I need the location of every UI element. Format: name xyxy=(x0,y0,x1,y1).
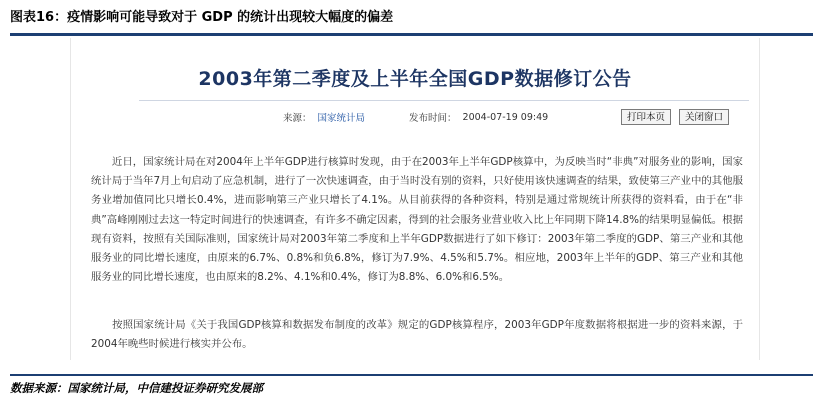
figure-source: 数据来源：国家统计局，中信建投证券研究发展部 xyxy=(10,381,263,395)
figure-title: 图表16：疫情影响可能导致对于 GDP 的统计出现较大幅度的偏差 xyxy=(10,10,394,25)
print-button[interactable]: 打印本页 xyxy=(621,109,671,125)
notice-meta xyxy=(283,110,548,124)
source-label: 来源： xyxy=(283,113,312,124)
notice-paragraph-1: 近日，国家统计局在对2004年上半年GDP进行核算时发现，由于在2003年上半年GDP核算中，为反映当时“非典”对服务业的影响，国家统计局于当年7月上旬启动了应急机制，进行了一次快速调查，由于当时没有别的资料，只好使用该快速调查的结果，致使第三产业中的其他服务业增加值同比只增长0.4%，进而影响第三产业只增长了4.1%。从目前获得的各种资料，特别是通过常规统计所获得的资料看，由于在“非典”高峰刚刚过去这一特定时间进行的快速调查，有许多不确定因素，得到的社会服务业营业收入比上年同期下降14.8%的结果明显偏低。根据现有资料，按照有关国际准则，国家统计局对2003年第二季度和上半年GDP数据进行了如下修订：2003年第二季度的GDP、第三产业和其他服务业的同比增长速度，由原来的6.7%、0.8%和负6.8%，修订为7.9%、4.5%和5.7%。相应地，2003年上半年的GDP、第三产业和其他服务业的同比增长速度，也由原来的8.2%、4.1%和0.4%，修订为8.8%、6.0%和6.5%。 xyxy=(91,156,743,284)
figure-top-rule xyxy=(10,33,813,36)
date-value: 2004-07-19 09:49 xyxy=(462,111,549,123)
notice-title: 2003年第二季度及上半年全国GDP数据修订公告 xyxy=(198,68,632,90)
title-divider xyxy=(139,100,749,101)
notice-actions xyxy=(621,109,729,125)
notice-paragraph-2: 按照国家统计局《关于我国GDP核算和数据发布制度的改革》规定的GDP核算程序，2003年GDP年度数据将根据进一步的资料来源，于2004年晚些时候进行核实并公布。 xyxy=(91,319,743,351)
source-link[interactable]: 国家统计局 xyxy=(317,113,366,124)
figure-bottom-rule xyxy=(10,374,813,376)
date-label: 发布时间： xyxy=(409,113,457,124)
close-window-button[interactable]: 关闭窗口 xyxy=(679,109,729,125)
notice-page xyxy=(70,38,760,360)
